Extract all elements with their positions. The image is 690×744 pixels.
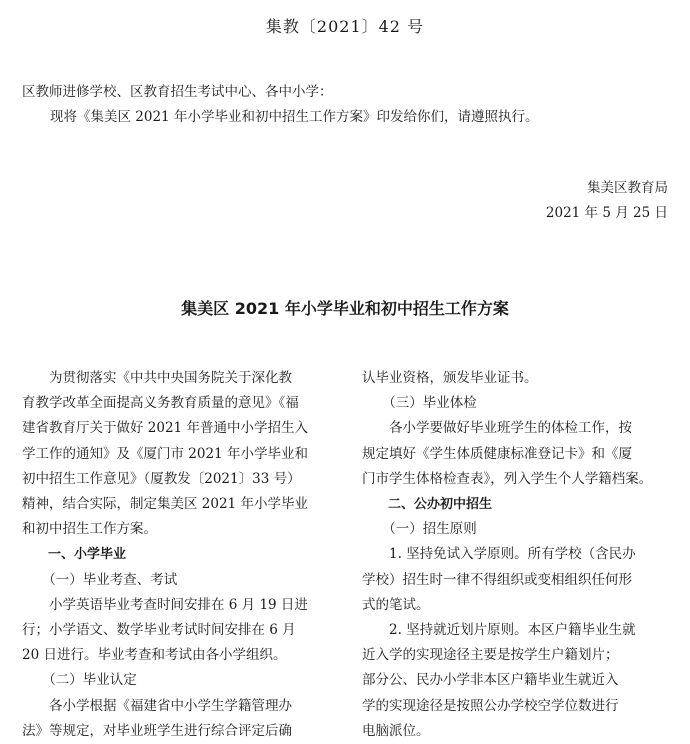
- issuer-name: 集美区教育局: [587, 180, 668, 196]
- paragraph-line: 小学英语毕业考查时间安排在 6 月 19 日进: [22, 596, 308, 613]
- paragraph-line: 20 日进行。毕业考查和考试由各小学组织。: [22, 647, 287, 664]
- paragraph-line: 式的笔试。: [362, 596, 430, 613]
- subsection-heading: （一）毕业考查、考试: [22, 571, 178, 588]
- paragraph-line: 部分公、民办小学非本区户籍毕业生就近入: [362, 672, 619, 689]
- paragraph-line: 规定填好《学生体质健康标准登记卡》和《厦: [362, 445, 632, 462]
- paragraph-line: 门市学生体格检查表》，列入学生个人学籍档案。: [362, 470, 653, 487]
- issue-date: 2021 年 5 月 25 日: [545, 205, 668, 221]
- paragraph-line: 各小学要做好毕业班学生的体检工作，按: [362, 420, 632, 437]
- paragraph-line: 初中招生工作意见》（厦教发〔2021〕33 号）: [22, 470, 301, 487]
- paragraph-line: 建省教育厅关于做好 2021 年普通中小学招生入: [22, 420, 308, 437]
- paragraph-line: 认毕业资格，颁发毕业证书。: [362, 370, 538, 386]
- notice-recipients: 区教师进修学校、区教育招生考试中心、各中小学：: [22, 84, 333, 100]
- paragraph-line: 各小学根据《福建省中小学生学籍管理办: [22, 697, 292, 714]
- subsection-heading: （一）招生原则: [362, 521, 477, 538]
- notice-body: 现将《集美区 2021 年小学毕业和初中招生工作方案》印发给你们，请遵照执行。: [50, 109, 539, 125]
- section-heading: 一、小学毕业: [22, 547, 127, 563]
- paragraph-line: 为贯彻落实《中共中央国务院关于深化教: [22, 370, 292, 386]
- paragraph-line: 学工作的通知》及《厦门市 2021 年小学毕业和: [22, 445, 308, 462]
- left-column: [22, 366, 340, 744]
- paragraph-line: 和初中招生工作方案。: [22, 521, 157, 538]
- paragraph-line: 2. 坚持就近划片原则。本区户籍毕业生就: [362, 622, 636, 639]
- paragraph-line: 行；小学语文、数学毕业考试时间安排在 6 月: [22, 622, 296, 639]
- paragraph-line: 精神，结合实际，制定集美区 2021 年小学毕业: [22, 496, 308, 513]
- plan-title: 集美区 2021 年小学毕业和初中招生工作方案: [181, 299, 509, 318]
- paragraph-line: 近入学的实现途径主要是按学生户籍划片；: [362, 647, 619, 664]
- paragraph-line: 育教学改革全面提高义务教育质量的意见》《福: [22, 395, 299, 412]
- paragraph-line: 1. 坚持免试入学原则。所有学校（含民办: [362, 546, 636, 563]
- paragraph-line: 电脑派位。: [362, 722, 430, 739]
- paragraph-line: 学的实现途径是按照公办学校空学位数进行: [362, 697, 619, 714]
- paragraph-line: 法》等规定，对毕业班学生进行综合评定后确: [22, 722, 292, 739]
- document-number: 集教〔2021〕42 号: [265, 17, 425, 36]
- right-column: [362, 366, 668, 744]
- section-heading: 二、公办初中招生: [362, 497, 493, 513]
- paragraph-line: 学校）招生时一律不得组织或变相组织任何形: [362, 571, 632, 588]
- subsection-heading: （三）毕业体检: [362, 395, 477, 412]
- subsection-heading: （二）毕业认定: [22, 672, 137, 689]
